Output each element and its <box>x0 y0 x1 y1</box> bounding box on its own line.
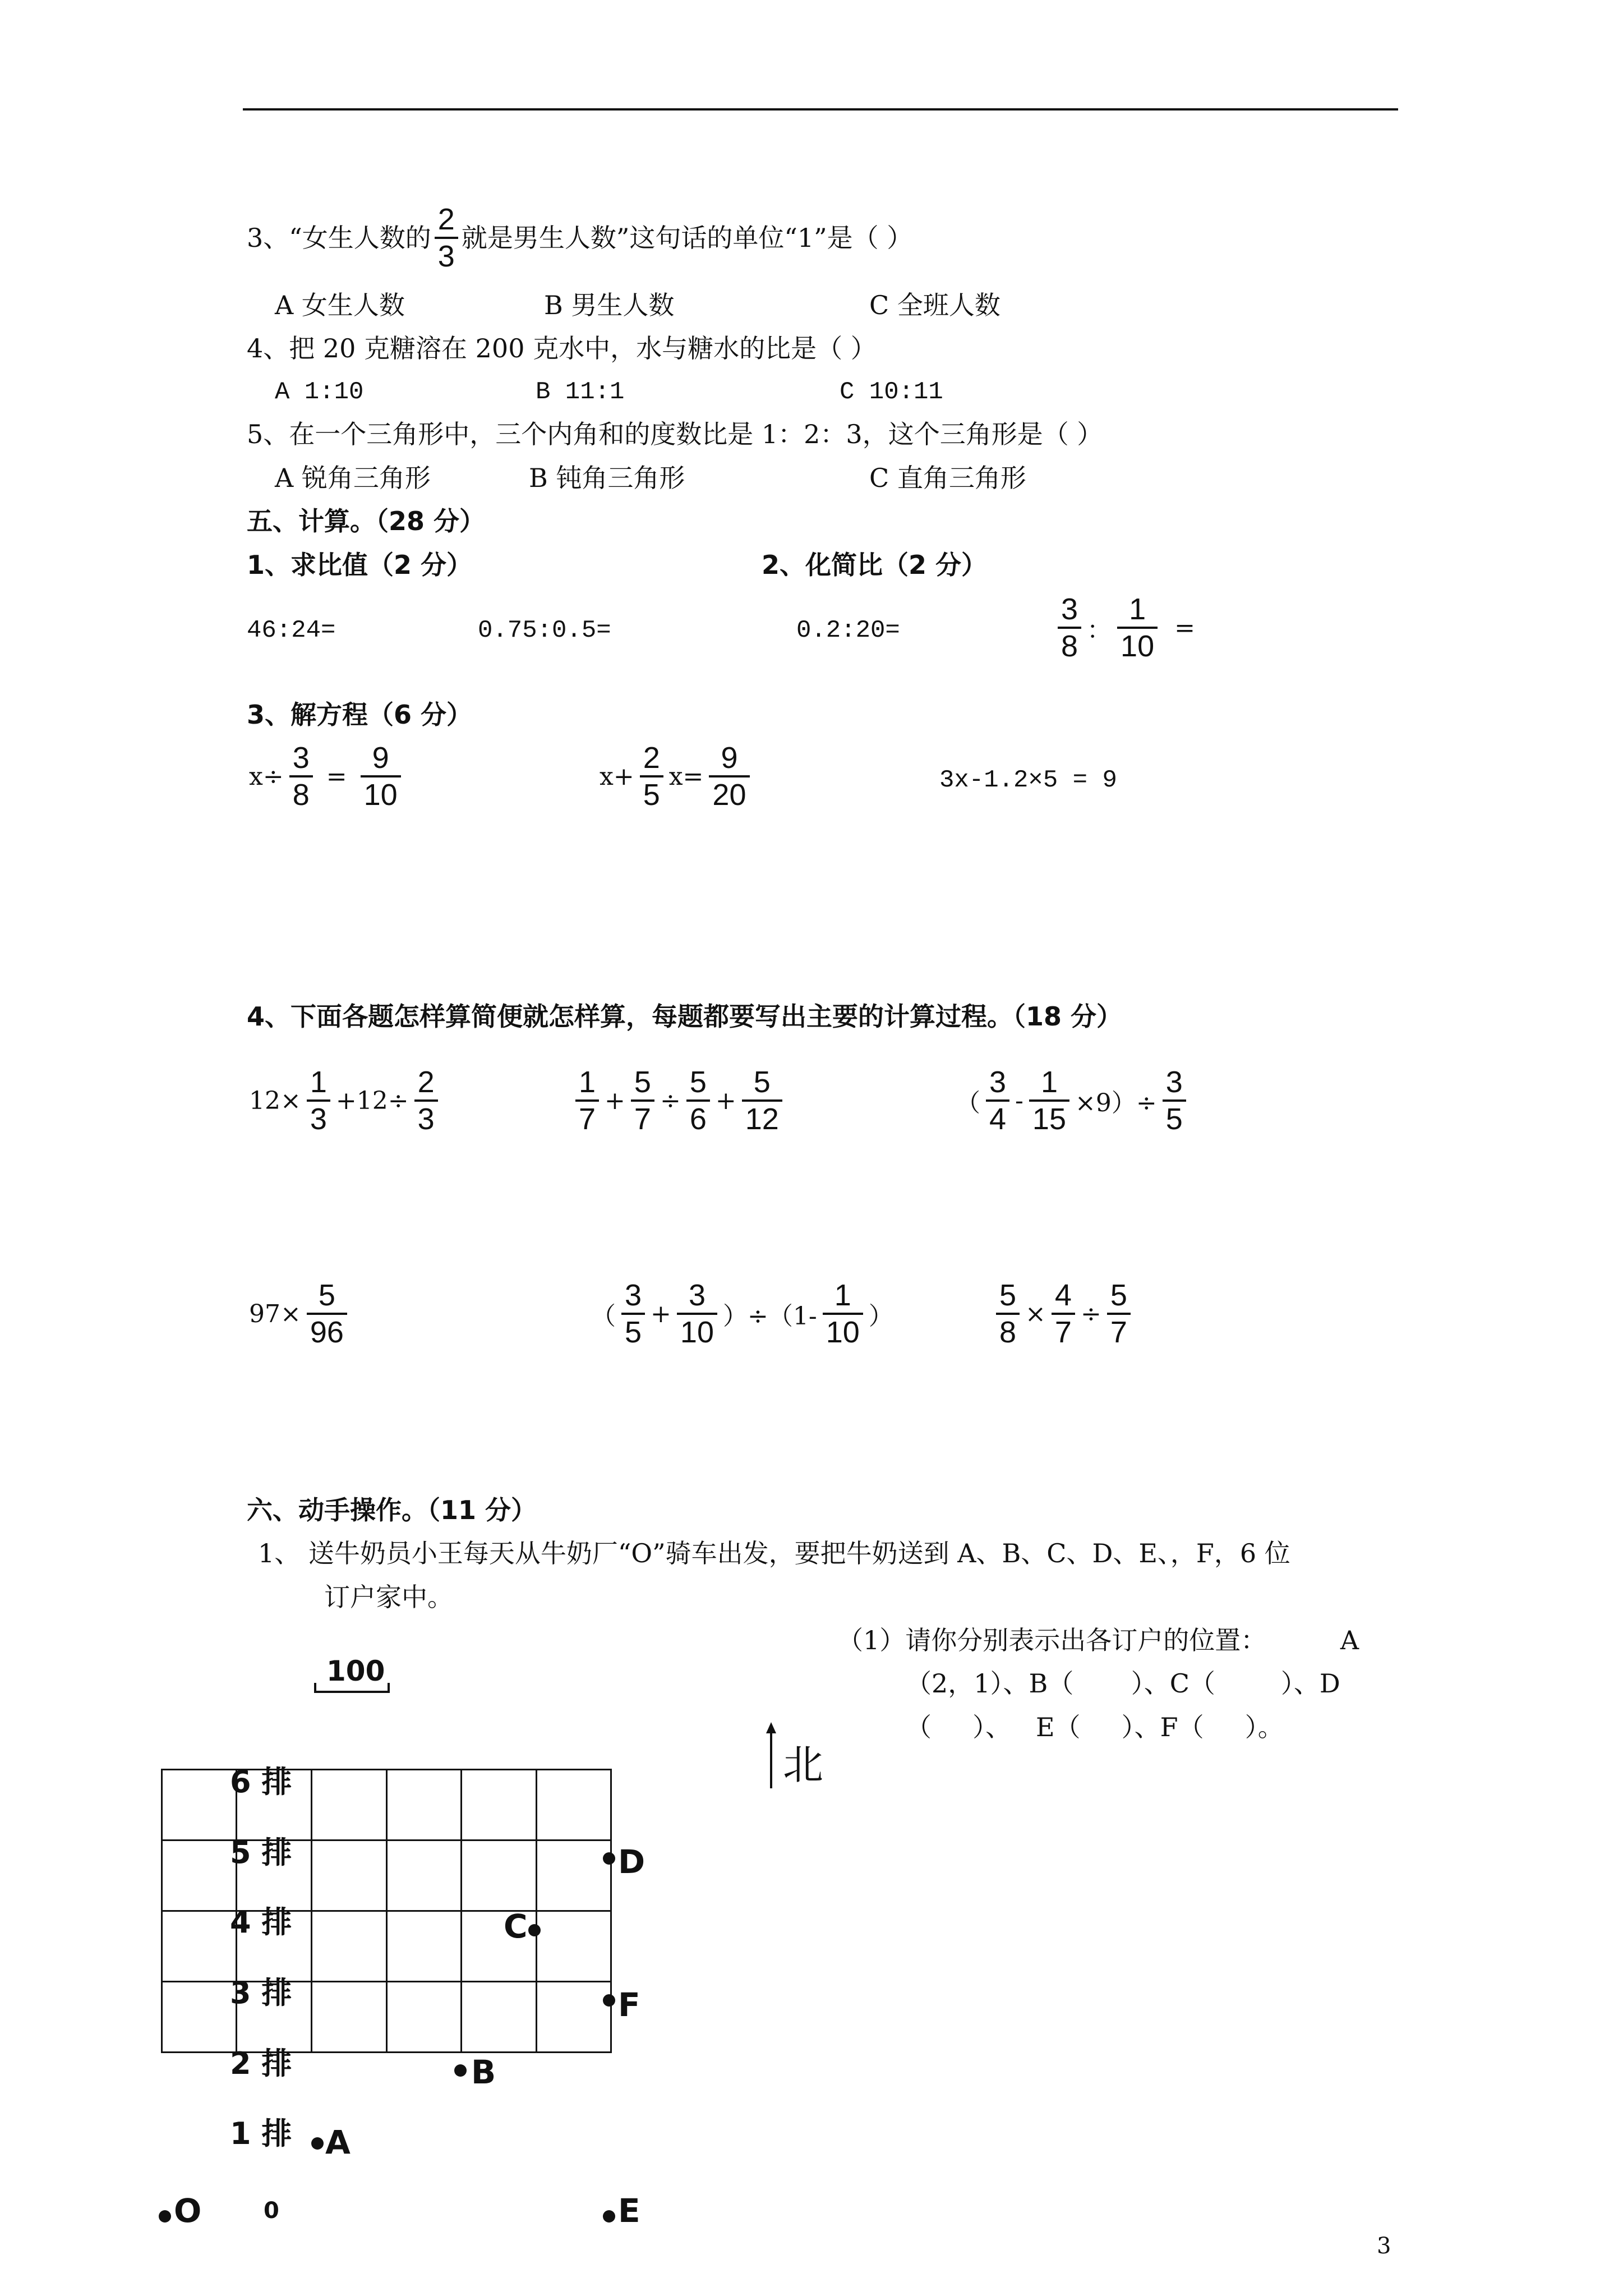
row-label-3: 3 排 <box>230 1975 292 2010</box>
fraction: $\frac{1}{7}$ <box>575 1065 599 1137</box>
q4-option-b: B 11:1 <box>536 378 625 406</box>
q5-option-c: C 直角三角形 <box>869 463 1026 493</box>
calc-6: $\frac{5}{8}$ × $\frac{4}{7}$ ÷ $\frac{5}{7}$ <box>993 1278 1134 1350</box>
fraction: $\frac{9}{10}$ <box>361 740 401 812</box>
point-c-label: C <box>504 1907 528 1945</box>
equation-1: x÷ $\frac{3}{8}$ = $\frac{9}{10}$ <box>247 740 404 812</box>
fraction: $\frac{1}{3}$ <box>307 1065 330 1137</box>
fraction: $\frac{2}{5}$ <box>640 740 663 812</box>
ratio-2: 0.75:0.5= <box>478 616 611 645</box>
calc-3: （ $\frac{3}{4}$ - $\frac{1}{15}$ ×9）÷ $\frac{3}{5}$ <box>953 1065 1189 1137</box>
fraction: $\frac{2}{3}$ <box>414 1065 438 1137</box>
fraction: $\frac{5}{7}$ <box>631 1065 654 1137</box>
q5-option-b: B 钝角三角形 <box>529 463 685 493</box>
row-label-1: 1 排 <box>230 2116 292 2151</box>
section-5-title: 五、计算。（28 分） <box>247 506 486 536</box>
ratio-1: 46:24= <box>247 616 336 645</box>
fraction: $\frac{5}{12}$ <box>742 1065 782 1137</box>
fraction: $\frac{5}{96}$ <box>307 1278 347 1350</box>
point-e-marker <box>603 2210 615 2223</box>
fraction: $\frac{3}{5}$ <box>1163 1065 1186 1137</box>
q4-option-a: A 1:10 <box>275 378 364 406</box>
row-label-5: 5 排 <box>230 1835 292 1870</box>
q3-option-b: B 男生人数 <box>544 290 675 320</box>
ratio-4: $\frac{3}{8}$ ： $\frac{1}{10}$ = <box>1054 592 1197 664</box>
question-4: 4、把 20 克糖溶在 200 克水中，水与糖水的比是（ ） <box>247 333 877 364</box>
section-6-p1-line3: （ ）、 E（ ）、F（ ）。 <box>906 1712 1284 1742</box>
q5-option-a: A 锐角三角形 <box>275 463 431 493</box>
calc-4: 97× $\frac{5}{96}$ <box>247 1278 351 1350</box>
fraction: $\frac{1}{10}$ <box>823 1278 863 1350</box>
fraction: $\frac{5}{6}$ <box>686 1065 710 1137</box>
row-label-6: 6 排 <box>230 1764 292 1800</box>
point-e-label: E <box>618 2192 640 2230</box>
section-6-p1-line2: （2，1）、B（ ）、C（ ）、D <box>906 1668 1340 1699</box>
point-a-marker <box>311 2137 324 2150</box>
row-label-0: 0 <box>264 2198 279 2224</box>
fraction: $\frac{2}{3}$ <box>435 202 458 274</box>
row-label-2: 2 排 <box>230 2046 292 2081</box>
fraction: $\frac{9}{20}$ <box>709 740 749 812</box>
fraction: $\frac{5}{7}$ <box>1107 1278 1131 1350</box>
q3-option-c: C 全班人数 <box>869 290 1000 320</box>
section-5-sub2: 2、化简比（2 分） <box>762 550 988 580</box>
ratio-3: 0.2:20= <box>796 616 900 645</box>
point-o-marker <box>159 2210 171 2223</box>
scale-bar: 100 <box>314 1655 390 1694</box>
section-5-sub3: 3、解方程（6 分） <box>247 700 473 730</box>
section-6-title: 六、动手操作。（11 分） <box>247 1495 537 1525</box>
fraction: $\frac{3}{8}$ <box>1058 592 1081 664</box>
point-f-label: F <box>618 1986 640 2024</box>
page-number: 3 <box>1377 2233 1391 2259</box>
fraction: $\frac{3}{5}$ <box>621 1278 645 1350</box>
fraction: $\frac{1}{15}$ <box>1029 1065 1069 1137</box>
point-b-marker <box>454 2064 467 2077</box>
row-label-4: 4 排 <box>230 1904 292 1940</box>
point-c-marker <box>528 1924 541 1936</box>
q4-option-c: C 10:11 <box>840 378 943 406</box>
calc-2: $\frac{1}{7}$ + $\frac{5}{7}$ ÷ $\frac{5}{6}$ + $\frac{5}{12}$ <box>572 1065 786 1137</box>
point-f-marker <box>603 1994 615 2007</box>
point-d-marker <box>603 1852 615 1865</box>
calc-1: 12× $\frac{1}{3}$ +12÷ $\frac{2}{3}$ <box>247 1065 441 1137</box>
q3-option-a: A 女生人数 <box>275 290 405 320</box>
fraction: $\frac{1}{10}$ <box>1117 592 1158 664</box>
fraction: $\frac{3}{4}$ <box>986 1065 1009 1137</box>
fraction: $\frac{4}{7}$ <box>1052 1278 1075 1350</box>
equation-3: 3x-1.2×5 = 9 <box>939 766 1117 794</box>
point-o-label: O <box>174 2192 202 2230</box>
section-6-q1-line1: 1、 送牛奶员小王每天从牛奶厂“O”骑车出发，要把牛奶送到 A、B、C、D、E、，F，6 位 <box>258 1538 1290 1568</box>
point-a-label: A <box>325 2123 351 2161</box>
north-arrow-icon: 北 <box>763 1722 830 1789</box>
question-5: 5、在一个三角形中，三个内角和的度数比是 1：2：3，这个三角形是（ ） <box>247 419 1103 449</box>
fraction: $\frac{3}{10}$ <box>677 1278 717 1350</box>
fraction: $\frac{3}{8}$ <box>289 740 313 812</box>
section-6-p1-line1: （1）请你分别表示出各订户的位置： A <box>837 1625 1359 1655</box>
section-6-q1-line2: 订户家中。 <box>324 1582 453 1612</box>
question-3: 3、“女生人数的 $\frac{2}{3}$ 就是男生人数”这句话的单位“1”是（ ） <box>247 203 913 273</box>
header-rule <box>243 108 1398 111</box>
point-b-label: B <box>471 2053 496 2091</box>
point-d-label: D <box>618 1843 645 1881</box>
calc-5: （ $\frac{3}{5}$ + $\frac{3}{10}$ ）÷（1- $\frac{1}{10}$ ） <box>591 1278 893 1349</box>
fraction: $\frac{5}{8}$ <box>996 1278 1020 1350</box>
section-5-sub4: 4、下面各题怎样算简便就怎样算，每题都要写出主要的计算过程。（18 分） <box>247 1001 1123 1032</box>
equation-2: x+ $\frac{2}{5}$ x= $\frac{9}{20}$ <box>597 740 753 812</box>
section-5-sub1: 1、求比值（2 分） <box>247 550 473 580</box>
